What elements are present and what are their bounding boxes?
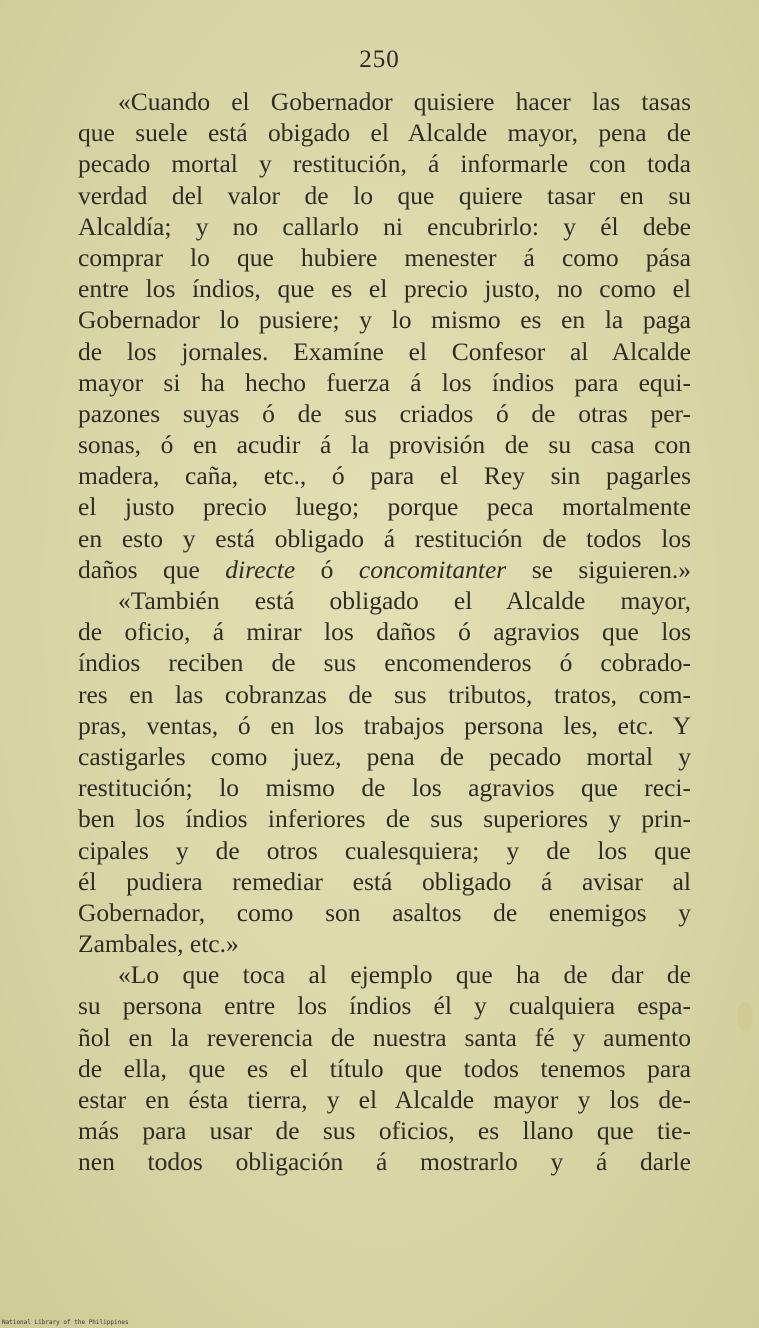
text-line: comprar lo que hubiere menester á como pása <box>78 242 691 272</box>
text-line: res en las cobranzas de sus tributos, tratos, com- <box>78 679 691 709</box>
text-line: mayor si ha hecho fuerza á los índios para equi- <box>78 367 691 397</box>
text-line: verdad del valor de lo que quiere tasar en su <box>78 180 691 210</box>
text-line: pras, ventas, ó en los trabajos persona les, etc. Y <box>78 710 691 740</box>
text-line: Alcaldía; y no callarlo ni encubrirlo: y él debe <box>78 211 691 241</box>
page-number: 250 <box>359 46 400 73</box>
text-line: de los jornales. Examíne el Confesor al Alcalde <box>78 336 691 366</box>
text-line: madera, caña, etc., ó para el Rey sin pagarles <box>78 461 691 491</box>
text-line: índios reciben de sus encomenderos ó cobrado- <box>78 648 691 678</box>
latin-term-directe: directe <box>225 554 296 584</box>
text-line: restitución; lo mismo de los agravios que reci- <box>78 773 691 803</box>
text-line: sonas, ó en acudir á la provisión de su casa con <box>78 430 691 460</box>
text-line: él pudiera remediar está obligado á avisar al <box>78 866 691 896</box>
text-line: «Cuando el Gobernador quisiere hacer las tasas <box>118 87 691 116</box>
text-line: Gobernador, como son asaltos de enemigos y <box>78 897 691 927</box>
text-line: pecado mortal y restitución, á informarle con toda <box>78 149 691 179</box>
text-line: Zambales, etc.» <box>78 929 239 959</box>
text-line: el justo precio luego; porque peca mortalmente <box>78 492 691 522</box>
text-line: cipales y de otros cualesquiera; y de los que <box>78 835 691 865</box>
text-line: de ella, que es el título que todos tenemos para <box>78 1053 691 1083</box>
text-segment: ó <box>295 554 359 584</box>
text-line: Gobernador lo pusiere; y lo mismo es en la paga <box>78 305 691 335</box>
text-line: que suele está obigado el Alcalde mayor, pena de <box>78 118 691 148</box>
text-line: pazones suyas ó de sus criados ó de otras per- <box>78 398 691 428</box>
text-line-final <box>78 554 691 585</box>
latin-term-concomitanter: concomitanter <box>358 554 507 584</box>
text-line: ben los índios inferiores de sus superiores y prin- <box>78 804 691 834</box>
page-body <box>78 86 691 1178</box>
paper-stain <box>737 1002 753 1032</box>
text-line: entre los índios, que es el precio justo, no como el <box>78 274 691 304</box>
paragraph-3 <box>78 959 691 1177</box>
text-segment: se siguieren.» <box>506 554 692 584</box>
text-line: más para usar de sus oficios, es llano que tie- <box>78 1116 691 1146</box>
text-line: su persona entre los índios él y cualquiera espa- <box>78 991 691 1021</box>
text-line: ñol en la reverencia de nuestra santa fé y aumento <box>78 1022 691 1052</box>
paragraph-2 <box>78 585 691 959</box>
text-line: de oficio, á mirar los daños ó agravios que los <box>78 617 691 647</box>
paragraph-1 <box>78 86 691 585</box>
library-credit: National Library of the Philippines <box>2 1319 129 1326</box>
text-line: «Lo que toca al ejemplo que ha de dar de <box>118 960 691 990</box>
text-line: nen todos obligación á mostrarlo y á darle <box>78 1147 691 1177</box>
text-line: «También está obligado el Alcalde mayor, <box>118 586 691 615</box>
text-segment: daños que <box>78 554 226 584</box>
text-line: estar en ésta tierra, y el Alcalde mayor y los de- <box>78 1085 691 1114</box>
text-line: en esto y está obligado á restitución de todos los <box>78 523 691 553</box>
text-line: castigarles como juez, pena de pecado mortal y <box>78 741 691 771</box>
